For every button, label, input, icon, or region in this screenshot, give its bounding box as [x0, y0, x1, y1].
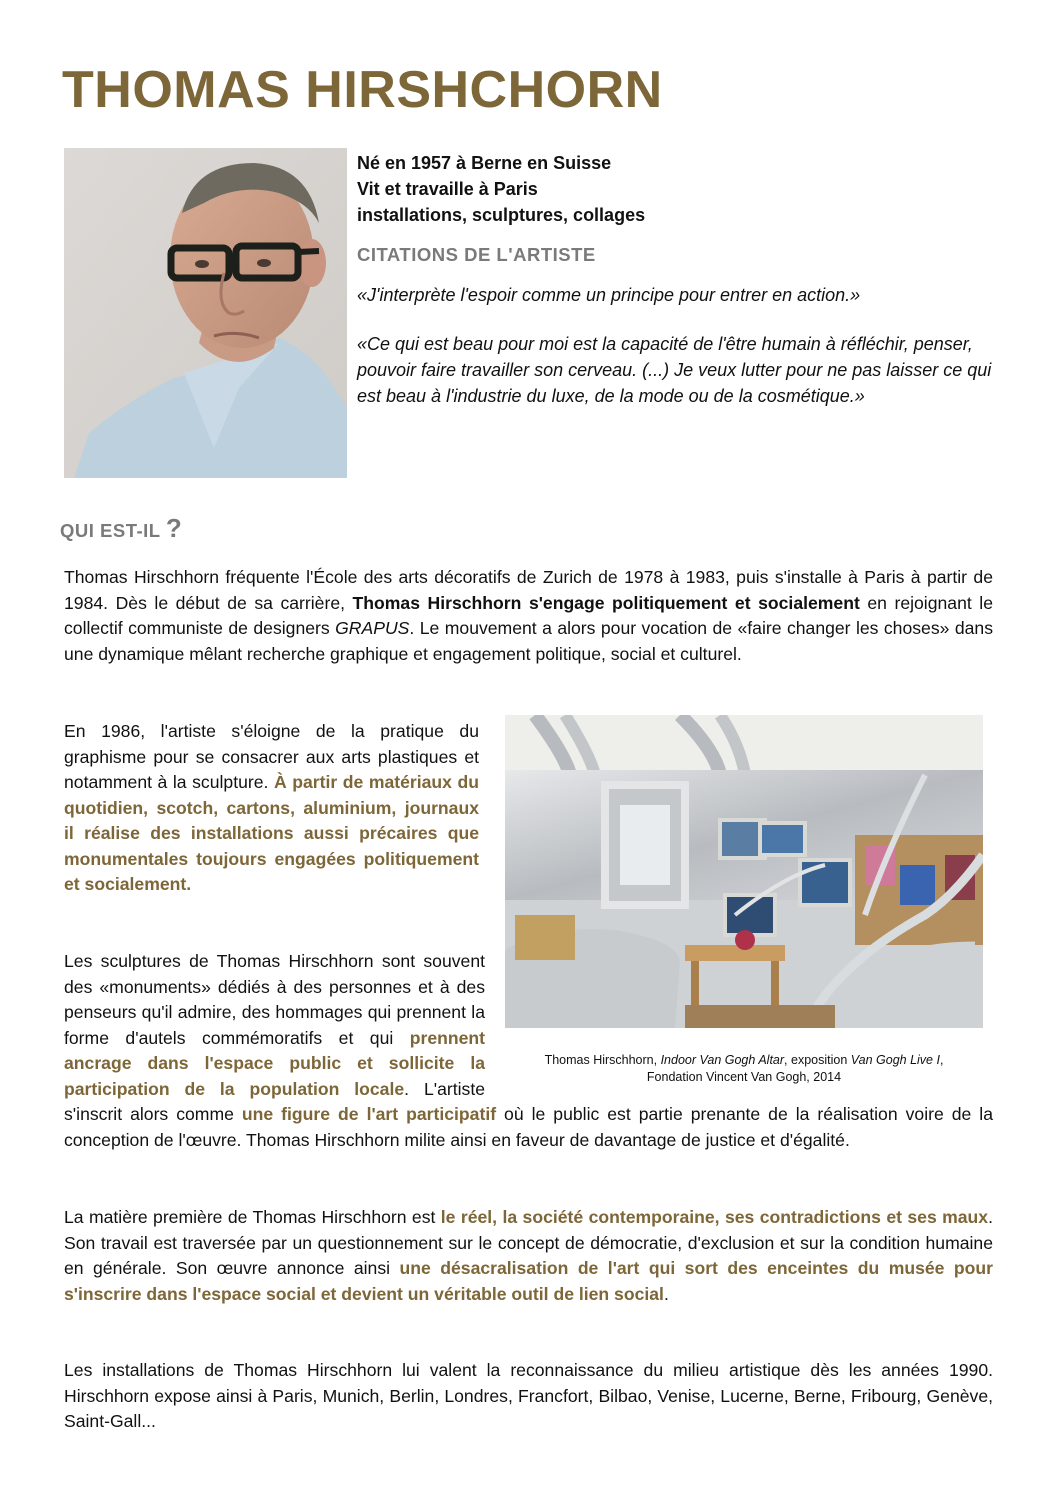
paragraph-1: [64, 565, 993, 667]
para3-text-1: Les sculptures de Thomas Hirschhorn sont souvent des «monuments» dédiés à des personnes et à des penseurs qu'il admire, des hommages qui prennent la forme d'autels commémoratifs et qui: [64, 951, 485, 1048]
para4-highlight-1: le réel, la société contemporaine, ses contradictions et ses maux: [440, 1207, 989, 1227]
bio-media: installations, sculptures, collages: [357, 205, 646, 225]
para3-highlight-1: prennent ancrage dans l'espace public et sollicite la participation de la population locale: [64, 1027, 485, 1099]
bio-residence: Vit et travaille à Paris: [357, 179, 538, 199]
paragraph-4: [64, 1205, 993, 1307]
para2-text-1: En 1986, l'artiste s'éloigne de la pratique du graphisme pour se consacrer aux arts plastiques et notamment à la sculpture.: [64, 721, 479, 792]
para1-text-3: . Le mouvement a alors pour vocation de «faire changer les choses» dans une dynamique mêlant recherche graphique et engagement politique, social et culturel.: [64, 618, 994, 664]
para4-text-3: .: [663, 1283, 669, 1304]
artist-portrait-photo: [64, 148, 347, 478]
para1-bold-1: Thomas Hirschhorn s'engage politiquement et socialement: [352, 592, 860, 613]
para4-text-2: . Son travail est traversée par un questionnement sur le concept de démocratie, d'exclusion et sur la condition humaine en générale. Son œuvre annonce ainsi: [64, 1207, 993, 1278]
citations-heading: CITATIONS DE L'ARTISTE: [357, 244, 596, 265]
caption-work-title: Indoor Van Gogh Altar: [660, 1053, 785, 1067]
para1-italic-grapus: GRAPUS: [335, 618, 410, 638]
para4-text-1: La matière première de Thomas Hirschhorn est: [64, 1207, 441, 1227]
para3-highlight-2: une figure de l'art participatif: [241, 1104, 497, 1124]
qui-heading-question-mark: ?: [165, 513, 183, 543]
bio-birth: Né en 1957 à Berne en Suisse: [357, 153, 612, 173]
caption-line-2: Fondation Vincent Van Gogh, 2014: [646, 1070, 842, 1084]
para4-highlight-2: une désacralisation de l'art qui sort des enceintes du musée pour s'inscrire dans l'espace social et devient un véritable outil de lien social: [64, 1258, 993, 1304]
caption-exposition: , exposition: [784, 1053, 851, 1067]
caption-artist: Thomas Hirschhorn,: [544, 1053, 661, 1067]
para1-text-1: Thomas Hirschhorn fréquente l'École des arts décoratifs de Zurich de 1978 à 1983, puis s'installe à Paris à partir de 1984. Dès le début de sa carrière,: [64, 567, 993, 613]
para1-text-2: en rejoignant le collectif communiste de designers: [64, 592, 993, 638]
para3-text-3: où le public est partie prenante de la réalisation voire de la conception de l'œuvre. Thomas Hirschhorn milite ainsi en faveur de davantage de justice et d'égalité.: [64, 1104, 994, 1150]
page-title: THOMAS HIRSHCHORN: [62, 61, 663, 119]
caption-comma: ,: [939, 1053, 944, 1067]
portrait-illustration: [64, 148, 347, 478]
paragraph-5: [64, 1358, 993, 1435]
quote-1: «J'interprète l'espoir comme un principe pour entrer en action.»: [357, 285, 861, 305]
caption-exhibition-title: Van Gogh Live I: [850, 1053, 940, 1067]
paragraph-2: [64, 719, 479, 898]
artist-bio: [357, 150, 1007, 228]
paragraph-3: [64, 949, 993, 1153]
photo-wrap-spacer: [485, 949, 993, 1101]
qui-heading-text: QUI EST-IL: [60, 520, 161, 541]
para2-highlight-1: À partir de matériaux du quotidien, scotch, cartons, aluminium, journaux il réalise des installations aussi précaires que monumentales toujours engagées politiquement et socialement.: [64, 772, 479, 894]
quote-2: «Ce qui est beau pour moi est la capacité de l'être humain à réfléchir, penser, pouvoir faire travailler son cerveau. (...) Je veux lutter pour ne pas laisser ce qui est beau à l'industrie du luxe, de la mode ou de la cosmétique.»: [357, 334, 992, 406]
para5-text-1: Les installations de Thomas Hirschhorn lui valent la reconnaissance du milieu artistique dès les années 1990. Hirschhorn expose ainsi à Paris, Munich, Berlin, Londres, Francfort, Bilbao, Venise, Lucerne, Berne, Fribourg, Genève, Saint-Gall...: [64, 1360, 993, 1431]
qui-est-il-heading: [60, 513, 182, 544]
para3-text-2: . L'artiste s'inscrit alors comme: [64, 1078, 485, 1124]
